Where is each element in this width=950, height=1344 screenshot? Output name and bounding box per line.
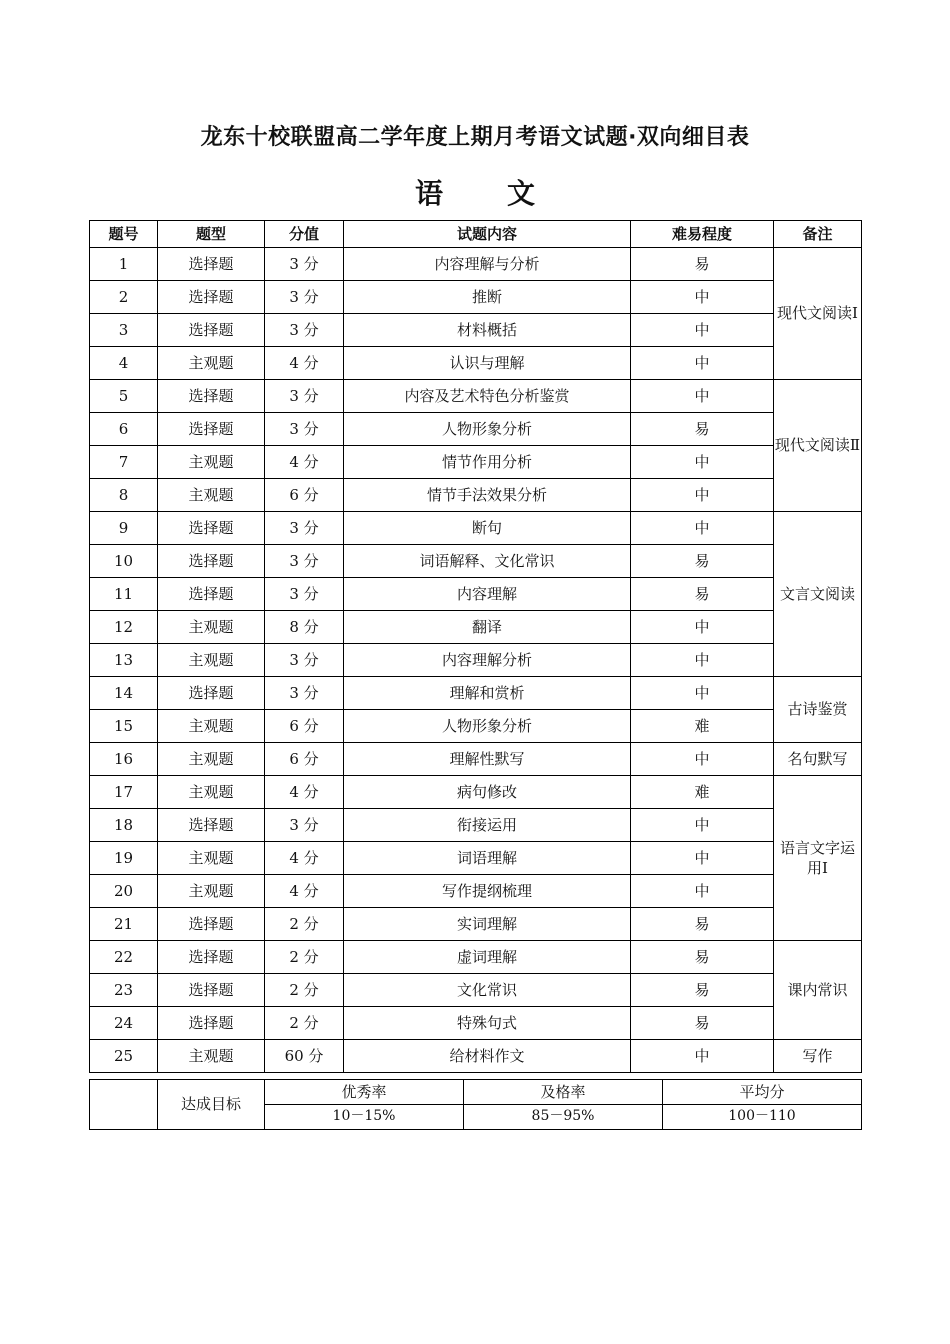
question-number: 7 <box>90 446 158 479</box>
question-type: 选择题 <box>158 380 265 413</box>
table-row <box>90 776 862 809</box>
question-content: 衔接运用 <box>344 809 631 842</box>
question-difficulty: 中 <box>631 380 774 413</box>
question-type: 选择题 <box>158 314 265 347</box>
question-type: 主观题 <box>158 1040 265 1073</box>
question-score: 2 分 <box>265 908 344 941</box>
header-cell: 分值 <box>265 221 344 248</box>
question-score: 3 分 <box>265 677 344 710</box>
question-content: 翻译 <box>344 611 631 644</box>
question-content: 写作提纲梳理 <box>344 875 631 908</box>
question-content: 情节作用分析 <box>344 446 631 479</box>
question-difficulty: 中 <box>631 1040 774 1073</box>
question-type: 选择题 <box>158 281 265 314</box>
question-difficulty: 易 <box>631 248 774 281</box>
question-content: 给材料作文 <box>344 1040 631 1073</box>
question-difficulty: 中 <box>631 611 774 644</box>
goal-header-average: 平均分 <box>663 1080 862 1105</box>
header-cell: 备注 <box>774 221 862 248</box>
table-row <box>90 1007 862 1040</box>
table-row <box>90 281 862 314</box>
goal-value-pass: 85－95% <box>464 1105 663 1130</box>
question-score: 4 分 <box>265 875 344 908</box>
question-content: 词语理解 <box>344 842 631 875</box>
goal-value-average: 100－110 <box>663 1105 862 1130</box>
question-type: 主观题 <box>158 875 265 908</box>
question-score: 4 分 <box>265 347 344 380</box>
question-score: 4 分 <box>265 842 344 875</box>
question-number: 18 <box>90 809 158 842</box>
question-content: 内容理解分析 <box>344 644 631 677</box>
question-content: 理解性默写 <box>344 743 631 776</box>
question-score: 3 分 <box>265 545 344 578</box>
question-content: 情节手法效果分析 <box>344 479 631 512</box>
table-row <box>90 710 862 743</box>
question-score: 3 分 <box>265 578 344 611</box>
question-number: 2 <box>90 281 158 314</box>
table-header-row <box>90 221 862 248</box>
question-score: 3 分 <box>265 380 344 413</box>
question-difficulty: 易 <box>631 545 774 578</box>
question-score: 60 分 <box>265 1040 344 1073</box>
question-type: 主观题 <box>158 479 265 512</box>
section-note: 现代文阅读Ⅰ <box>774 248 862 380</box>
section-note: 名句默写 <box>774 743 862 776</box>
question-score: 3 分 <box>265 248 344 281</box>
table-row <box>90 941 862 974</box>
goal-header-pass: 及格率 <box>464 1080 663 1105</box>
table-body <box>90 248 862 1073</box>
goal-header-excellent: 优秀率 <box>265 1080 464 1105</box>
question-content: 理解和赏析 <box>344 677 631 710</box>
question-score: 4 分 <box>265 446 344 479</box>
table-row <box>90 479 862 512</box>
question-content: 人物形象分析 <box>344 710 631 743</box>
goal-value-excellent: 10－15% <box>265 1105 464 1130</box>
question-score: 6 分 <box>265 743 344 776</box>
question-type: 选择题 <box>158 1007 265 1040</box>
question-score: 3 分 <box>265 512 344 545</box>
question-number: 1 <box>90 248 158 281</box>
table-row <box>90 842 862 875</box>
table-row <box>90 248 862 281</box>
table-row <box>90 677 862 710</box>
question-type: 选择题 <box>158 545 265 578</box>
question-difficulty: 中 <box>631 809 774 842</box>
specification-table <box>89 220 862 1073</box>
table-row <box>90 1040 862 1073</box>
question-type: 选择题 <box>158 512 265 545</box>
question-score: 3 分 <box>265 413 344 446</box>
question-score: 6 分 <box>265 710 344 743</box>
question-type: 选择题 <box>158 941 265 974</box>
question-score: 3 分 <box>265 644 344 677</box>
question-difficulty: 易 <box>631 941 774 974</box>
question-score: 2 分 <box>265 1007 344 1040</box>
question-difficulty: 易 <box>631 974 774 1007</box>
question-number: 8 <box>90 479 158 512</box>
question-difficulty: 易 <box>631 908 774 941</box>
question-content: 内容理解 <box>344 578 631 611</box>
question-type: 选择题 <box>158 677 265 710</box>
question-content: 内容理解与分析 <box>344 248 631 281</box>
question-score: 2 分 <box>265 974 344 1007</box>
goal-empty-cell <box>90 1080 158 1130</box>
question-difficulty: 易 <box>631 413 774 446</box>
question-number: 19 <box>90 842 158 875</box>
subject-heading: 语 文 <box>414 177 553 210</box>
question-number: 10 <box>90 545 158 578</box>
header-cell: 试题内容 <box>344 221 631 248</box>
question-type: 主观题 <box>158 611 265 644</box>
section-note: 写作 <box>774 1040 862 1073</box>
question-number: 3 <box>90 314 158 347</box>
question-type: 选择题 <box>158 908 265 941</box>
question-type: 主观题 <box>158 446 265 479</box>
table-row <box>90 908 862 941</box>
question-number: 24 <box>90 1007 158 1040</box>
section-note: 文言文阅读 <box>774 512 862 677</box>
question-difficulty: 难 <box>631 710 774 743</box>
question-type: 主观题 <box>158 776 265 809</box>
question-number: 4 <box>90 347 158 380</box>
question-type: 选择题 <box>158 413 265 446</box>
question-type: 主观题 <box>158 347 265 380</box>
section-note: 课内常识 <box>774 941 862 1040</box>
question-difficulty: 易 <box>631 1007 774 1040</box>
question-number: 25 <box>90 1040 158 1073</box>
question-number: 17 <box>90 776 158 809</box>
table-row <box>90 545 862 578</box>
question-difficulty: 中 <box>631 644 774 677</box>
question-score: 2 分 <box>265 941 344 974</box>
question-score: 3 分 <box>265 809 344 842</box>
question-difficulty: 中 <box>631 677 774 710</box>
question-type: 选择题 <box>158 974 265 1007</box>
table-row <box>90 743 862 776</box>
goal-table <box>89 1079 862 1130</box>
question-score: 3 分 <box>265 314 344 347</box>
question-score: 4 分 <box>265 776 344 809</box>
table-row <box>90 347 862 380</box>
goal-label: 达成目标 <box>158 1080 265 1130</box>
question-number: 15 <box>90 710 158 743</box>
question-score: 6 分 <box>265 479 344 512</box>
table-row <box>90 644 862 677</box>
table-row <box>90 875 862 908</box>
question-content: 实词理解 <box>344 908 631 941</box>
question-content: 推断 <box>344 281 631 314</box>
question-type: 主观题 <box>158 710 265 743</box>
question-difficulty: 中 <box>631 512 774 545</box>
table-row <box>90 413 862 446</box>
table-row <box>90 611 862 644</box>
header-cell: 难易程度 <box>631 221 774 248</box>
question-type: 选择题 <box>158 248 265 281</box>
question-type: 选择题 <box>158 578 265 611</box>
goal-header-row <box>90 1080 862 1105</box>
question-difficulty: 难 <box>631 776 774 809</box>
section-note: 现代文阅读Ⅱ <box>774 380 862 512</box>
header-cell: 题号 <box>90 221 158 248</box>
question-number: 13 <box>90 644 158 677</box>
question-type: 主观题 <box>158 644 265 677</box>
question-difficulty: 中 <box>631 479 774 512</box>
section-note: 古诗鉴赏 <box>774 677 862 743</box>
question-number: 20 <box>90 875 158 908</box>
question-content: 材料概括 <box>344 314 631 347</box>
question-difficulty: 中 <box>631 842 774 875</box>
table-row <box>90 578 862 611</box>
question-number: 23 <box>90 974 158 1007</box>
table-row <box>90 512 862 545</box>
table-row <box>90 809 862 842</box>
question-number: 11 <box>90 578 158 611</box>
question-difficulty: 中 <box>631 281 774 314</box>
question-content: 词语解释、文化常识 <box>344 545 631 578</box>
question-difficulty: 中 <box>631 347 774 380</box>
table-row <box>90 314 862 347</box>
question-difficulty: 中 <box>631 314 774 347</box>
question-number: 6 <box>90 413 158 446</box>
question-content: 文化常识 <box>344 974 631 1007</box>
page-title: 龙东十校联盟高二学年度上期月考语文试题·双向细目表 <box>200 125 750 150</box>
question-content: 特殊句式 <box>344 1007 631 1040</box>
question-score: 3 分 <box>265 281 344 314</box>
question-number: 14 <box>90 677 158 710</box>
question-difficulty: 易 <box>631 578 774 611</box>
question-content: 认识与理解 <box>344 347 631 380</box>
question-difficulty: 中 <box>631 446 774 479</box>
question-type: 选择题 <box>158 809 265 842</box>
question-type: 主观题 <box>158 842 265 875</box>
question-content: 人物形象分析 <box>344 413 631 446</box>
question-number: 16 <box>90 743 158 776</box>
question-number: 12 <box>90 611 158 644</box>
question-number: 21 <box>90 908 158 941</box>
question-number: 5 <box>90 380 158 413</box>
question-content: 断句 <box>344 512 631 545</box>
question-content: 病句修改 <box>344 776 631 809</box>
question-score: 8 分 <box>265 611 344 644</box>
question-number: 9 <box>90 512 158 545</box>
question-difficulty: 中 <box>631 743 774 776</box>
table-row <box>90 380 862 413</box>
question-content: 虚词理解 <box>344 941 631 974</box>
section-note: 语言文字运用Ⅰ <box>774 776 862 941</box>
question-type: 主观题 <box>158 743 265 776</box>
table-row <box>90 446 862 479</box>
question-content: 内容及艺术特色分析鉴赏 <box>344 380 631 413</box>
header-cell: 题型 <box>158 221 265 248</box>
question-number: 22 <box>90 941 158 974</box>
table-row <box>90 974 862 1007</box>
question-difficulty: 中 <box>631 875 774 908</box>
